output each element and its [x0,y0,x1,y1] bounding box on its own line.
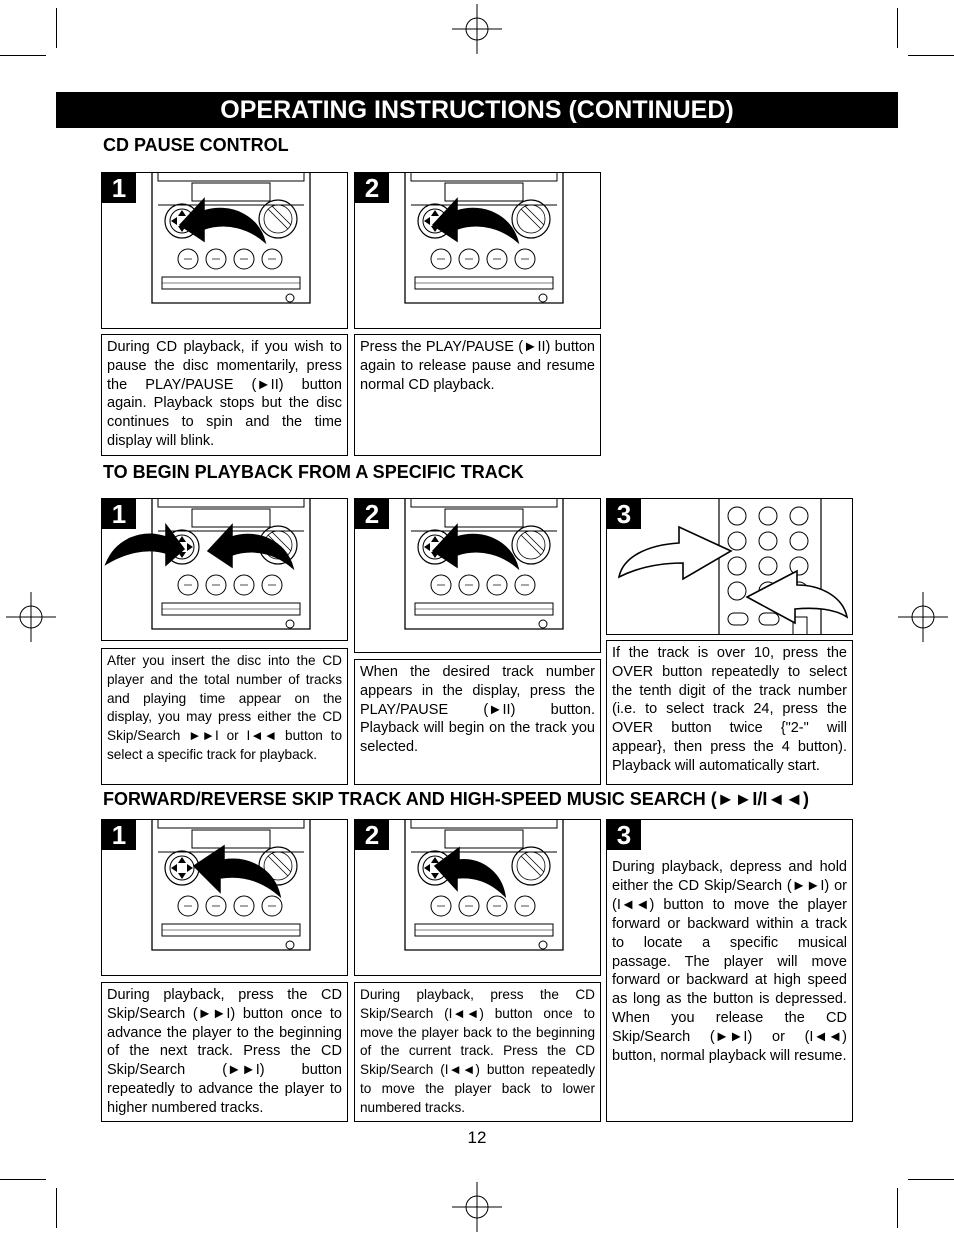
registration-mark-bottom [452,1182,502,1232]
step-number-badge: 2 [355,499,389,529]
skip-step-3-text: During playback, depress and hold either the CD Skip/Search (►►I) or (I◄◄) button to move the player forward or backward within a track to locate a specific musical passage. The player will move forward or backward at high speed as long as the button is depressed. When you release the CD Skip/Search (►►I) or (I◄◄) button, normal playback will resume. [612,859,847,1065]
crop-mark [897,1188,898,1228]
pause-step-2-text: Press the PLAY/PAUSE (►II) button again to release pause and resume normal CD playback. [354,334,601,456]
crop-mark [908,1179,954,1180]
crop-mark [897,8,898,48]
skip-step-3-box [606,819,853,1122]
crop-mark [0,1179,46,1180]
pause-step-2-illustration [354,172,601,329]
step-number-badge: 1 [102,173,136,203]
section-heading-pause: CD PAUSE CONTROL [103,135,289,155]
specific-step-1-text: After you insert the disc into the CD player and the total number of tracks and playing time appear on the display, you may press either the CD Skip/Search ►►I or I◄◄ button to select a specific track for playback. [101,648,348,785]
step-number-badge: 3 [607,820,641,850]
crop-mark [0,55,46,56]
crop-mark [56,8,57,48]
step-number-badge: 2 [355,173,389,203]
pause-step-1-text: During CD playback, if you wish to pause the disc momentarily, press the PLAY/PAUSE (►II) button again. Playback stops but the disc continues to spin and the time display will blink. [101,334,348,456]
registration-mark-left [6,592,56,642]
registration-mark-top [452,4,502,54]
remote-keypad-illustration [607,499,853,635]
step-number-badge: 1 [102,820,136,850]
step-number-badge: 3 [607,499,641,529]
specific-step-2-text: When the desired track number appears in the display, press the PLAY/PAUSE (►II) button. Playback will begin on the track you selected. [354,659,601,785]
cd-player-illustration [102,499,348,641]
step-number-badge: 1 [102,499,136,529]
specific-step-3-illustration [606,498,853,635]
cd-player-illustration [102,820,348,976]
section-heading-specific-track: TO BEGIN PLAYBACK FROM A SPECIFIC TRACK [103,462,524,482]
specific-step-1-illustration [101,498,348,641]
cd-player-illustration [355,173,601,329]
page-title: OPERATING INSTRUCTIONS (CONTINUED) [56,92,898,128]
page-number: 12 [467,1128,487,1147]
cd-player-illustration [102,173,348,329]
crop-mark [908,55,954,56]
skip-step-1-illustration [101,819,348,976]
specific-step-3-text: If the track is over 10, press the OVER button repeatedly to select the tenth digit of the track number (i.e. to select track 24, press the OVER button twice {"2-" will appear}, then press the 4 button). Playback will automatically start. [606,640,853,785]
step-number-badge: 2 [355,820,389,850]
skip-step-2-illustration [354,819,601,976]
pause-step-1-illustration [101,172,348,329]
section-heading-skip-search: FORWARD/REVERSE SKIP TRACK AND HIGH-SPEED MUSIC SEARCH (►►I/I◄◄) [103,789,809,809]
crop-mark [56,1188,57,1228]
skip-step-1-text: During playback, press the CD Skip/Search (►►I) button once to advance the player to the beginning of the next track. Press the CD Skip/Search (►►I) button repeatedly to advance the player to higher numbered tracks. [101,982,348,1122]
cd-player-illustration [355,820,601,976]
cd-player-illustration [355,499,601,653]
skip-step-2-text: During playback, press the CD Skip/Search (I◄◄) button once to move the player back to the beginning of the current track. Press the CD Skip/Search (I◄◄) button repeatedly to move the player back to lower numbered tracks. [354,982,601,1122]
registration-mark-right [898,592,948,642]
specific-step-2-illustration [354,498,601,653]
